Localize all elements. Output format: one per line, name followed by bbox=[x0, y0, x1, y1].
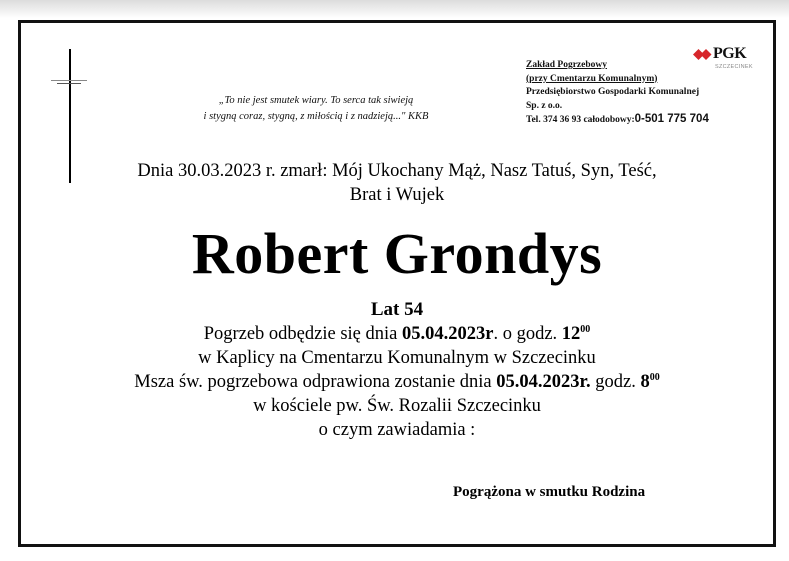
company-legal-form: Sp. z o.o. bbox=[526, 100, 563, 111]
intro-line-2: Brat i Wujek bbox=[349, 185, 445, 205]
mass-line bbox=[21, 370, 773, 394]
funeral-date: 05.04.2023r bbox=[401, 324, 494, 344]
funeral-middle: . o godz. bbox=[493, 324, 562, 344]
funeral-line bbox=[21, 322, 773, 346]
company-parent: Przedsiębiorstwo Gospodarki Komunalnej bbox=[526, 87, 700, 97]
top-shadow bbox=[0, 0, 789, 18]
logo-subtitle: SZCZECINEK bbox=[715, 64, 753, 70]
obituary-card bbox=[18, 20, 776, 547]
mass-middle: godz. bbox=[590, 372, 641, 392]
logo-text: PGK bbox=[713, 45, 747, 62]
company-phone bbox=[526, 113, 766, 128]
mass-place: w kościele pw. Św. Rozalii Szczecinku bbox=[253, 396, 541, 416]
funeral-minutes: 00 bbox=[580, 324, 591, 335]
mass-minutes: 00 bbox=[649, 372, 660, 383]
mass-date: 05.04.2023r. bbox=[496, 372, 591, 392]
phone-label: Tel. 374 36 93 całodobowy: bbox=[526, 115, 635, 125]
death-announcement bbox=[21, 159, 773, 207]
quote-line-2: i stygną coraz, stygną, z miłością i z nadzieją..." KKB bbox=[203, 111, 429, 122]
company-location: (przy Cmentarzu Komunalnym) bbox=[526, 73, 658, 84]
phone-24h: 0-501 775 704 bbox=[634, 113, 709, 125]
funeral-hour: 12 bbox=[561, 324, 581, 344]
funeral-place: w Kaplicy na Cmentarzu Komunalnym w Szczecinku bbox=[198, 348, 596, 368]
funeral-details bbox=[21, 322, 773, 442]
notice-text: o czym zawiadamia : bbox=[318, 420, 476, 440]
quote-line-1: „To nie jest smutek wiary. To serca tak siwieją bbox=[218, 95, 414, 106]
company-name: Zakład Pogrzebowy bbox=[526, 60, 608, 70]
mass-hour: 8 bbox=[640, 372, 650, 392]
mass-prefix: Msza św. pogrzebowa odprawiona zostanie dnia bbox=[134, 372, 497, 392]
poem-quote bbox=[151, 93, 481, 125]
funeral-home-info bbox=[526, 57, 766, 128]
deceased-name: Robert Grondys bbox=[191, 221, 603, 286]
deceased-age: Lat 54 bbox=[370, 299, 424, 320]
funeral-prefix: Pogrzeb odbędzie się dnia bbox=[203, 324, 402, 344]
intro-line-1: Dnia 30.03.2023 r. zmarł: Mój Ukochany Mąż, Nasz Tatuś, Syn, Teść, bbox=[137, 161, 657, 181]
family-signature: Pogrążona w smutku Rodzina bbox=[453, 484, 646, 500]
